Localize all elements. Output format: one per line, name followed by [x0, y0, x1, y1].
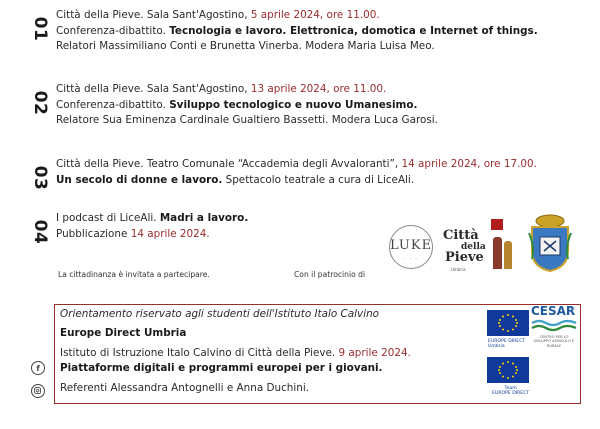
luke-logo: LUKE ◦ ◦ ◦: [389, 225, 433, 269]
event-number: 02: [30, 90, 50, 116]
event-date: 14 aprile 2024.: [130, 227, 210, 240]
event-title-line: Conferenza-dibattito. Tecnologia e lavoro. Elettronica, domotica e Internet of things.: [56, 24, 538, 37]
cesar-logo: CESAR CENTRO PER LO SVILUPPO AGRICOLO E RURALE: [531, 304, 576, 348]
box-location: Istituto di Istruzione Italo Calvino di Città della Pieve. 9 aprile 2024.: [60, 347, 411, 359]
facebook-icon[interactable]: [31, 361, 45, 375]
waves-icon: [531, 319, 577, 333]
citta-della-pieve-logo: Città della Pieve Umbria: [441, 219, 519, 275]
eu-flag-icon: [487, 310, 529, 336]
event-date: 13 aprile 2024, ore 11.00.: [250, 83, 387, 95]
event-location: Città della Pieve. Sala Sant'Agostino, 13 aprile 2024, ore 11.00.: [56, 83, 387, 95]
instagram-icon[interactable]: [31, 384, 45, 398]
coat-of-arms-icon: [527, 213, 573, 273]
team-europe-direct-label: Team EUROPE DIRECT: [492, 386, 530, 397]
event-location: Città della Pieve. Teatro Comunale “Accademia degli Avvaloranti”, 14 aprile 2024, ore 17.00.: [56, 158, 537, 170]
europe-direct-label: EUROPE DIRECT Umbria: [488, 339, 526, 350]
event-publication: Pubblicazione 14 aprile 2024.: [56, 227, 210, 240]
event-location: Città della Pieve. Sala Sant'Agostino, 5 aprile 2024, ore 11.00.: [56, 9, 380, 21]
box-date: 9 aprile 2024.: [338, 347, 411, 359]
box-heading: Orientamento riservato agli studenti dell'Istituto Italo Calvino: [60, 308, 380, 320]
event-title-line: Un secolo di donne e lavoro. Spettacolo teatrale a cura di LiceAli.: [56, 173, 415, 186]
event-number: 04: [30, 219, 50, 245]
flag-icon: [491, 219, 503, 230]
box-organization: Europe Direct Umbria: [60, 327, 187, 339]
event-date: 5 aprile 2024, ore 11.00.: [250, 9, 380, 21]
event-number: 03: [30, 165, 50, 191]
event-speakers: Relatori Massimiliano Conti e Brunetta Vinerba. Modera Maria Luisa Meo.: [56, 40, 435, 52]
svg-text:f: f: [36, 364, 40, 373]
event-number: 01: [30, 16, 50, 42]
box-topic: Piattaforme digitali e programmi europei per i giovani.: [60, 362, 383, 374]
event-speakers: Relatore Sua Eminenza Cardinale Gualtiero Bassetti. Modera Luca Garosi.: [56, 114, 438, 126]
patronage-note: Con il patrocinio di: [294, 270, 366, 279]
event-date: 14 aprile 2024, ore 17.00.: [401, 158, 537, 170]
box-referents: Referenti Alessandra Antognelli e Anna Duchini.: [60, 382, 310, 394]
event-title-line: I podcast di LiceAli. Madri a lavoro.: [56, 212, 249, 224]
event-title-line: Conferenza-dibattito. Sviluppo tecnologico e nuovo Umanesimo.: [56, 98, 418, 111]
eu-flag-icon: [487, 357, 529, 383]
invitation-note: La cittadinanza è invitata a partecipare.: [58, 270, 210, 279]
